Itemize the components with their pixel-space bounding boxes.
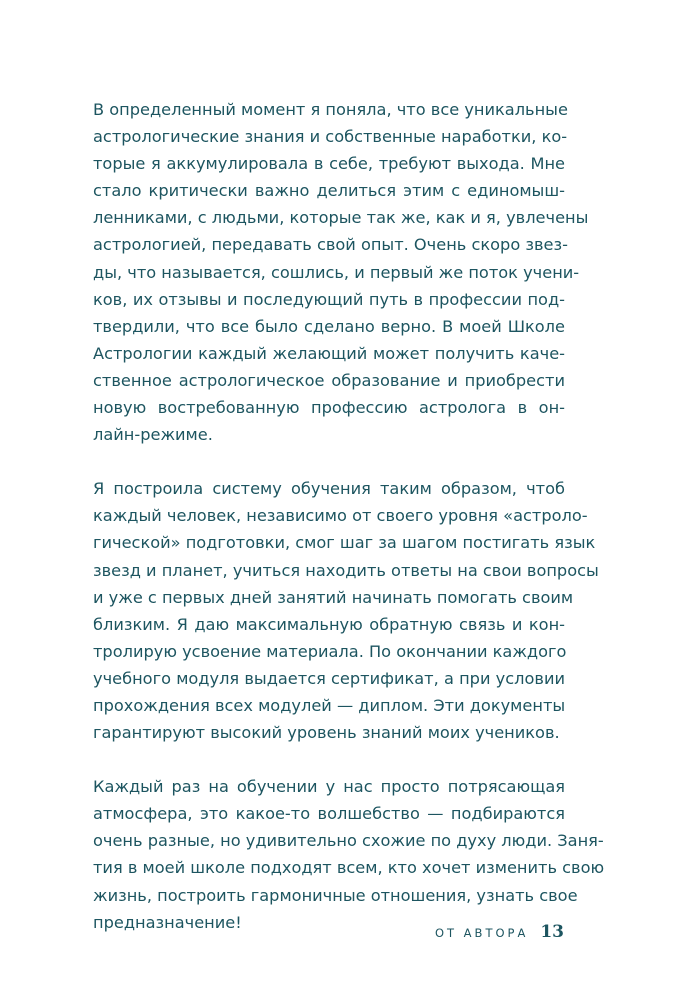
text-line: астрологические знания и собственные наработки, ко- (93, 127, 568, 147)
paragraph (93, 475, 599, 746)
text-line: тия в моей школе подходят всем, кто хочет изменить свою (93, 858, 605, 878)
text-line: близким. Я даю максимальную обратную связь и кон- (93, 614, 565, 634)
text-line: лайн-режиме. (93, 425, 213, 445)
text-line: В определенный момент я поняла, что все уникальные (93, 100, 568, 119)
text-line: Каждый раз на обучении у нас просто потрясающая (93, 777, 565, 797)
text-line: атмосфера, это какое-то волшебство — подбираются (93, 804, 565, 824)
paragraph (93, 96, 589, 448)
text-line: гической» подготовки, смог шаг за шагом постигать язык (93, 533, 596, 553)
page-number: 13 (540, 922, 564, 942)
text-line: очень разные, но удивительно схожие по духу люди. Заня- (93, 831, 604, 851)
running-section-title: ОТ АВТОРА (434, 926, 529, 940)
text-line: прохождения всех модулей — диплом. Эти документы (93, 695, 566, 715)
text-line: твердили, что все было сделано верно. В моей Школе (93, 316, 565, 336)
text-line: учебного модуля выдается сертификат, а при условии (93, 668, 565, 688)
text-line: каждый человек, независимо от своего уровня «астроло- (93, 506, 588, 526)
text-line: ленниками, с людьми, которые так же, как и я, увлечены (93, 208, 589, 228)
text-line: предназначение! (93, 912, 242, 932)
text-line: звезд и планет, учиться находить ответы на свои вопросы (93, 560, 599, 580)
text-line: Астрологии каждый желающий может получить каче- (93, 343, 565, 363)
text-line: торые я аккумулировала в себе, требуют выхода. Мне (93, 154, 565, 174)
text-line: новую востребованную профессию астролога в он- (93, 398, 565, 418)
text-line: ственное астрологическое образование и приобрести (93, 370, 565, 390)
text-line: и уже с первых дней занятий начинать помогать своим (93, 587, 574, 607)
paragraph (93, 773, 605, 936)
text-line: стало критически важно делиться этим с единомыш- (93, 181, 565, 201)
text-line: тролирую усвоение материала. По окончании каждого (93, 641, 567, 661)
text-line: жизнь, построить гармоничные отношения, узнать свое (93, 885, 578, 905)
text-line: гарантируют высокий уровень знаний моих учеников. (93, 723, 560, 743)
page-footer (435, 922, 564, 946)
text-line: Я построила систему обучения таким образом, чтоб (93, 479, 565, 499)
text-line: ды, что называется, сошлись, и первый же поток учени- (93, 262, 580, 282)
text-line: астрологией, передавать свой опыт. Очень скоро звез- (93, 235, 568, 255)
text-line: ков, их отзывы и последующий путь в профессии под- (93, 289, 565, 309)
body-text (93, 96, 605, 963)
